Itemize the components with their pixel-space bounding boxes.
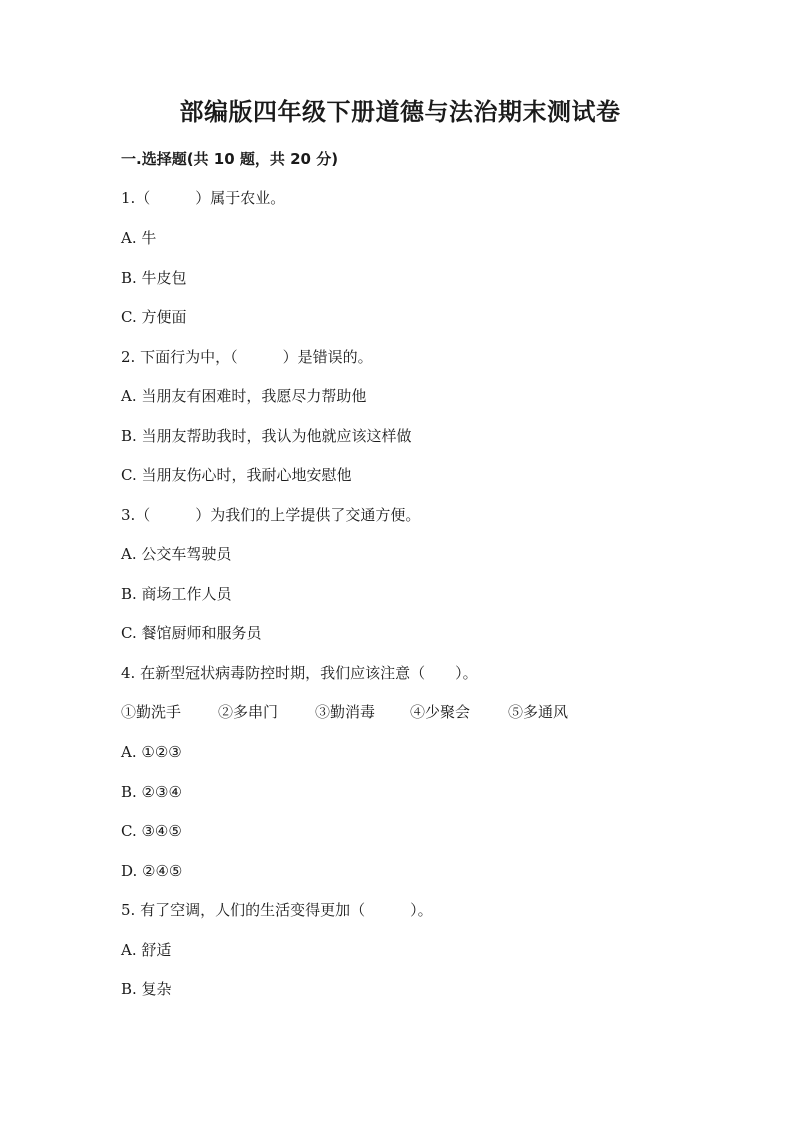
section-heading: 一.选择题(共 10 题，共 20 分) — [121, 150, 339, 168]
question-4-choice-2: ②多串门 — [218, 703, 279, 721]
question-1-stem: 1.（ ）属于农业。 — [121, 189, 286, 207]
question-5-option-a: A. 舒适 — [121, 941, 172, 959]
question-3-stem: 3.（ ）为我们的上学提供了交通方便。 — [121, 506, 421, 524]
question-3-option-c: C. 餐馆厨师和服务员 — [121, 624, 262, 642]
question-3-option-a: A. 公交车驾驶员 — [121, 545, 232, 563]
question-2-option-a: A. 当朋友有困难时，我愿尽力帮助他 — [121, 387, 367, 405]
question-3-option-b: B. 商场工作人员 — [121, 585, 232, 603]
question-1-option-a: A. 牛 — [121, 229, 157, 247]
question-4-choice-4: ④少聚会 — [410, 703, 471, 721]
question-4-choices — [121, 702, 568, 722]
question-2-stem: 2. 下面行为中，（ ）是错误的。 — [121, 348, 373, 366]
question-2-option-b: B. 当朋友帮助我时，我认为他就应该这样做 — [121, 427, 412, 445]
question-1-option-b: B. 牛皮包 — [121, 269, 187, 287]
question-4-choice-3: ③勤消毒 — [315, 703, 376, 721]
question-2-option-c: C. 当朋友伤心时，我耐心地安慰他 — [121, 466, 352, 484]
question-4-option-d: D. ②④⑤ — [121, 862, 183, 880]
question-5-stem: 5. 有了空调，人们的生活变得更加（ ）。 — [121, 901, 433, 919]
question-5-option-b: B. 复杂 — [121, 980, 172, 998]
question-4-option-a: A. ①②③ — [121, 743, 182, 761]
question-4-stem: 4. 在新型冠状病毒防控时期，我们应该注意（ ）。 — [121, 664, 478, 682]
exam-title: 部编版四年级下册道德与法治期末测试卷 — [179, 98, 621, 126]
question-4-choice-1: ①勤洗手 — [121, 703, 182, 721]
question-4-option-b: B. ②③④ — [121, 783, 182, 801]
question-1-option-c: C. 方便面 — [121, 308, 187, 326]
question-4-option-c: C. ③④⑤ — [121, 822, 182, 840]
question-4-choice-5: ⑤多通风 — [508, 703, 569, 721]
